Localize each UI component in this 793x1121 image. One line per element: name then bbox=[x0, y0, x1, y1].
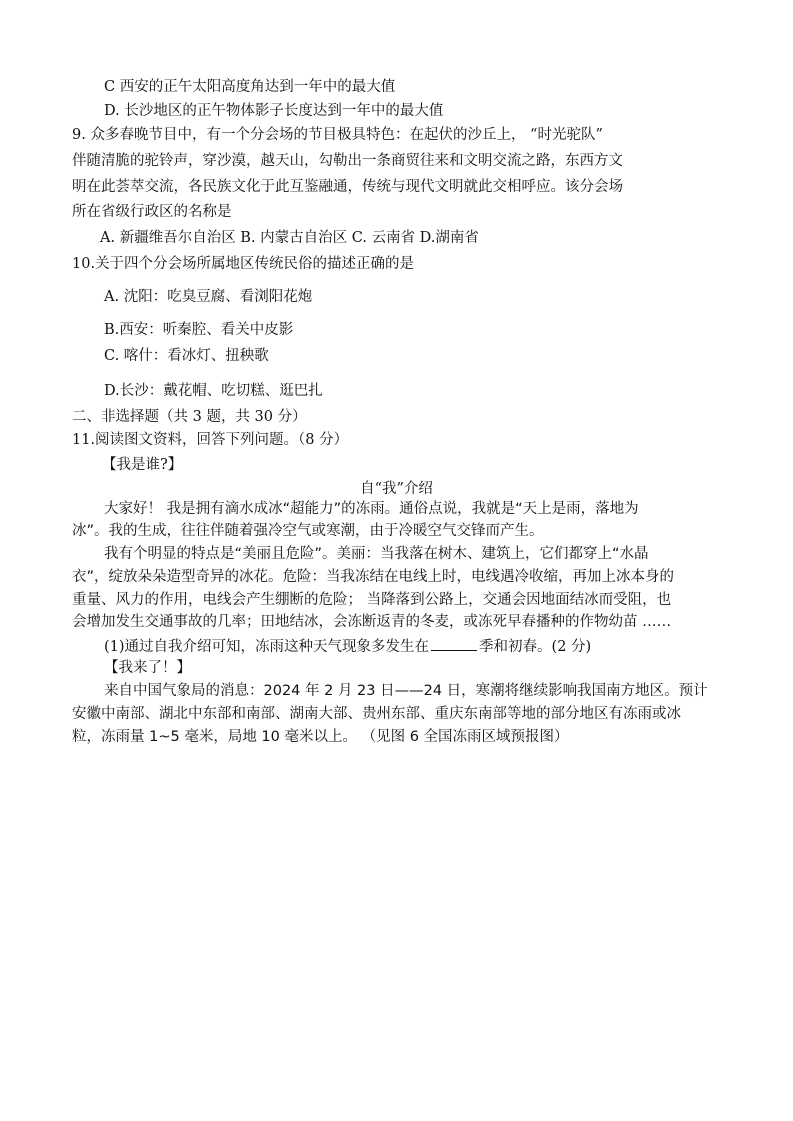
intro-p2-line-1: 我有个明显的特点是“美丽且危险”。美丽：当我落在树木、建筑上，它们都穿上“水晶 bbox=[104, 546, 649, 562]
q9-stem-line-2: 伴随清脆的驼铃声，穿沙漠，越天山，勾勒出一条商贸往来和文明交流之路，东西方文 bbox=[72, 153, 623, 169]
intro-p2-line-2: 衣”，绽放朵朵造型奇异的冰花。危险：当我冻结在电线上时，电线遇冷收缩，再加上冰本身的 bbox=[72, 569, 675, 585]
q9-stem-line-3: 明在此荟萃交流，各民族文化于此互鉴融通，传统与现代文明就此交相呼应。该分会场 bbox=[72, 179, 623, 195]
q9-stem-line-4: 所在省级行政区的名称是 bbox=[72, 204, 232, 220]
intro-p2-line-4: 会增加发生交通事故的几率；田地结冰，会冻断返青的冬麦，或冻死早春播种的作物幼苗 …… bbox=[72, 614, 672, 630]
q9-options: A. 新疆维吾尔自治区 B. 内蒙古自治区 C. 云南省 D.湖南省 bbox=[100, 230, 479, 246]
intro-title: 自“我”介绍 bbox=[360, 481, 433, 497]
news-p3-line-1: 来自中国气象局的消息：2024 年 2 月 23 日——24 日，寒潮将继续影响我国南方地区。预计 bbox=[104, 683, 708, 699]
answer-blank[interactable] bbox=[431, 635, 477, 651]
q9-stem-line-1: 9. 众多春晚节目中，有一个分会场的节目极具特色：在起伏的沙丘上， “时光驼队” bbox=[72, 127, 603, 143]
q10-option-b: B.西安：听秦腔、看关中皮影 bbox=[104, 322, 294, 338]
sub1-text-before: (1)通过自我介绍可知，冻雨这种天气现象多发生在 bbox=[104, 639, 430, 655]
q10-option-d: D.长沙：戴花帽、吃切糕、逛巴扎 bbox=[104, 383, 323, 399]
q10-stem: 10.关于四个分会场所属地区传统民俗的描述正确的是 bbox=[72, 256, 415, 272]
section-2-title: 二、非选择题（共 3 题，共 30 分） bbox=[72, 409, 307, 425]
news-p3-line-2: 安徽中南部、湖北中东部和南部、湖南大部、贵州东部、重庆东南部等地的部分地区有冻雨或冰 bbox=[72, 706, 681, 722]
q8-option-d: D. 长沙地区的正午物体影子长度达到一年中的最大值 bbox=[104, 103, 444, 119]
q11-sub-question-1 bbox=[104, 635, 591, 657]
q10-option-c: C. 喀什：看冰灯、扭秧歌 bbox=[104, 348, 269, 364]
intro-p2-line-3: 重量、风力的作用，电线会产生绷断的危险； 当降落到公路上，交通会因地面结冰而受阻，也 bbox=[72, 592, 672, 608]
q8-option-c: C 西安的正午太阳高度角达到一年中的最大值 bbox=[104, 79, 396, 95]
sub1-text-after: 季和初春。(2 分) bbox=[479, 639, 592, 655]
news-p3-line-3: 粒，冻雨量 1~5 毫米，局地 10 毫米以上。 （见图 6 全国冻雨区域预报图） bbox=[72, 729, 569, 745]
q11-who-heading: 【我是谁?】 bbox=[102, 457, 183, 473]
q10-option-a: A. 沈阳：吃臭豆腐、看浏阳花炮 bbox=[104, 289, 313, 305]
intro-p1-line-2: 冰”。我的生成，往往伴随着强冷空气或寒潮，由于冷暖空气交锋而产生。 bbox=[72, 523, 544, 539]
q11-stem: 11.阅读图文资料，回答下列问题。（8 分） bbox=[72, 432, 349, 448]
intro-p1-line-1: 大家好！ 我是拥有滴水成冰“超能力”的冻雨。通俗点说，我就是“天上是雨，落地为 bbox=[104, 501, 639, 517]
q11-here-heading: 【我来了！】 bbox=[104, 660, 191, 676]
